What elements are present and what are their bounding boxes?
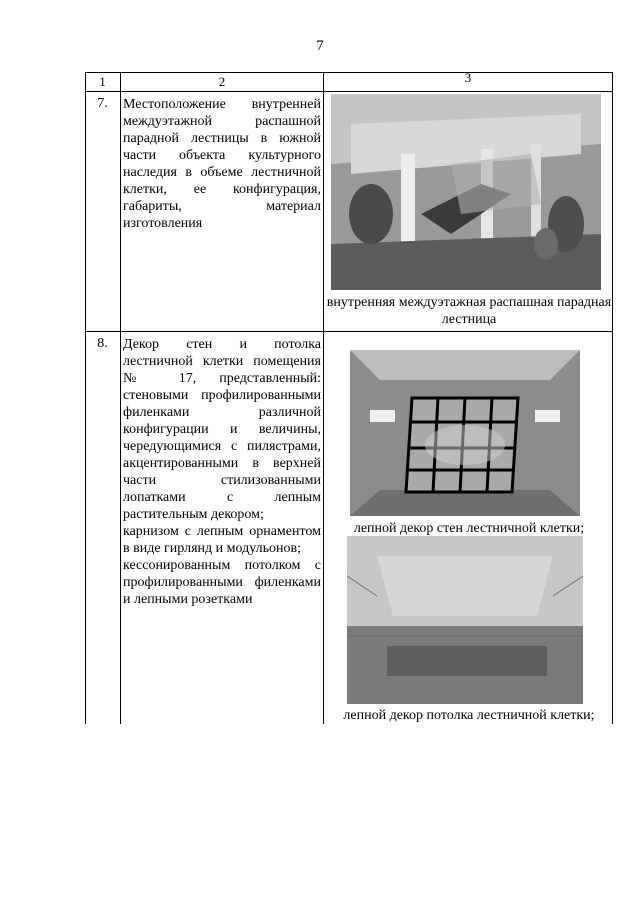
- row-8-caption-1: лепной декор стен лестничной клетки;: [353, 521, 585, 536]
- table-border-left: [85, 72, 86, 724]
- document-table: [85, 72, 613, 724]
- row-8-description-part-2: карнизом с лепным орнаментом в виде гирлянд и модульонов;: [123, 524, 321, 556]
- row-7-number: 7.: [97, 96, 108, 111]
- row-7-description: Местоположение внутренней междуэтажной распашной парадной лестницы в южной части объекта культурного наследия в объеме лестничной клетки, ее конфигурация, габариты, материал изготовления: [123, 97, 321, 231]
- staircase-photo: [331, 94, 601, 290]
- header-divider: [85, 91, 613, 92]
- page-number: 7: [316, 38, 324, 54]
- row-8-description: [123, 336, 321, 608]
- row-8-number: 8.: [97, 336, 108, 351]
- wall-decor-photo: [350, 350, 580, 516]
- row-7-caption: внутренняя междуэтажная распашная парадная лестница: [326, 295, 612, 327]
- row-8-description-part-1: Декор стен и потолка лестничной клетки помещения № 17, представленный: стеновыми профилированными филенками различной конфигурации и величины, чередующимися с пилястрами, акцентированными в верхней части стилизованными лопатками с лепным растительным декором;: [123, 337, 321, 522]
- ceiling-decor-photo: [347, 536, 583, 704]
- row-8-description-part-3: кессонированным потолком с профилированными филенками и лепными розетками: [123, 558, 321, 607]
- table-divider-1: [120, 72, 121, 724]
- table-border-right: [612, 72, 613, 724]
- header-col-3: 3: [464, 70, 472, 85]
- header-col-1: 1: [99, 74, 106, 89]
- table-divider-2: [323, 72, 324, 724]
- row-8-caption-2: лепной декор потолка лестничной клетки;: [343, 708, 595, 723]
- header-col-2: 2: [218, 74, 226, 89]
- row-divider: [85, 331, 613, 332]
